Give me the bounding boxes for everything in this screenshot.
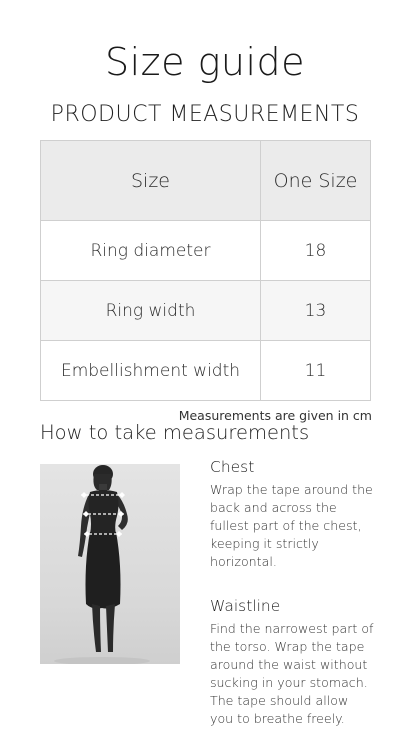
table-row — [41, 281, 371, 341]
page-title: Size guide — [104, 40, 306, 84]
chest-instructions: Wrap the tape around the back and across the fullest part of the chest, keeping it strictly horizontal. — [210, 482, 373, 569]
table-row — [41, 341, 371, 401]
chest-heading: Chest — [210, 458, 255, 476]
row-label: Ring width — [41, 281, 261, 341]
row-value: 13 — [261, 281, 371, 341]
table-row — [41, 221, 371, 281]
waistline-heading: Waistline — [210, 597, 281, 615]
how-to-title: How to take measurements — [40, 421, 310, 444]
header-size: Size — [41, 141, 261, 221]
row-value: 18 — [261, 221, 371, 281]
waistline-instructions: Find the narrowest part of the torso. Wrap the tape around the waist without sucking in your stomach. The tape should allow you to breathe freely. — [210, 621, 374, 726]
section-subtitle: PRODUCT MEASUREMENTS — [50, 102, 360, 127]
measurements-table — [40, 140, 371, 401]
model-silhouette-icon — [40, 464, 180, 664]
model-figure — [40, 464, 180, 664]
units-note: Measurements are given in cm — [178, 408, 372, 423]
row-label: Ring diameter — [41, 221, 261, 281]
table-header-row — [41, 141, 371, 221]
row-value: 11 — [261, 341, 371, 401]
chest-section — [210, 458, 375, 571]
header-one-size: One Size — [261, 141, 371, 221]
waistline-section — [210, 597, 375, 728]
row-label: Embellishment width — [41, 341, 261, 401]
